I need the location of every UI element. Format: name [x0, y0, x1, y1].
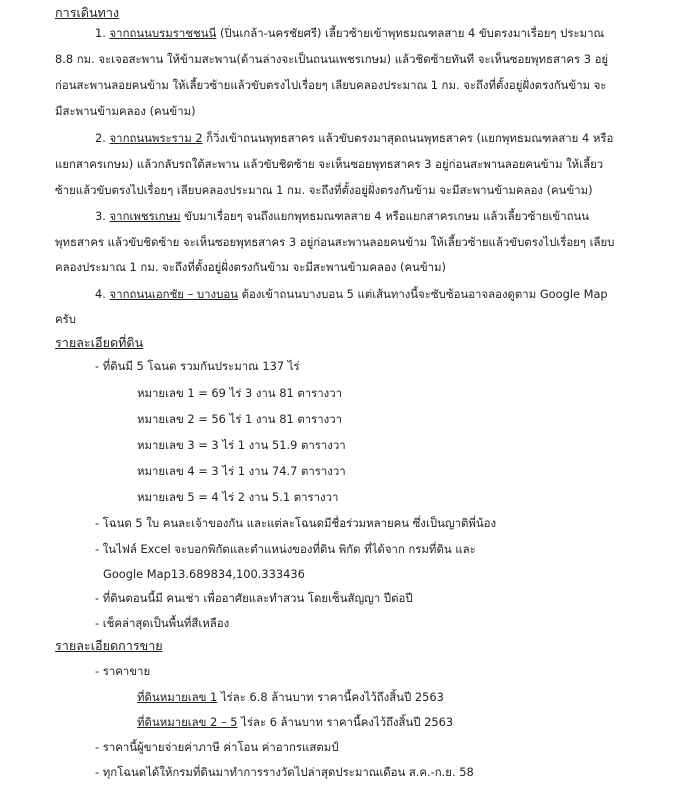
sale-bullet-fees: - ราคานี้ผู้ขายจ่ายค่าภาษี ค่าโอน ค่าอากรแสตมป์ — [95, 740, 339, 754]
sale-bullet-survey: - ทุกโฉนดได้ให้กรมที่ดินมาทำการรางวัดไปล่าสุดประมาณเดือน ส.ค.-ก.ย. 58 — [95, 765, 474, 779]
route-1-number: 1. — [95, 26, 106, 40]
sale-plot-1-text: ไร่ละ 6.8 ล้านบาท ราคานี้คงไว้ถึงสิ้นปี 2563 — [220, 690, 444, 704]
sale-plot-2-5-title: ที่ดินหมายเลข 2 – 5 — [137, 715, 238, 729]
route-2-line-1 — [95, 130, 613, 146]
route-2-title: จากถนนพระราม 2 — [109, 131, 203, 145]
land-bullet-deeds: - โฉนด 5 ใบ คนละเจ้าของกัน และแต่ละโฉนดมีชื่อร่วมหลายคน ซึ่งเป็นญาติพี่น้อง — [95, 516, 497, 530]
land-plot-4: หมายเลข 4 = 3 ไร่ 1 งาน 74.7 ตารางวา — [137, 464, 346, 478]
heading-travel: การเดินทาง — [55, 5, 120, 20]
land-plot-1: หมายเลข 1 = 69 ไร่ 3 งาน 81 ตารางวา — [137, 386, 342, 400]
sale-price-plot-2-5 — [137, 714, 453, 730]
route-3-title: จากเพชรเกษม — [109, 209, 181, 223]
land-plot-2: หมายเลข 2 = 56 ไร่ 1 งาน 81 ตารางวา — [137, 412, 342, 426]
route-2-text-1: ก็วิ่งเข้าถนนพุทธสาคร แล้วขับตรงมาสุดถนนพุทธสาคร (แยกพุทธมณฑลสาย 4 หรือ — [206, 131, 614, 145]
route-1-line-3: ก่อนสะพานลอยคนข้าม ให้เลี้ยวซ้ายแล้วขับตรงไปเรื่อยๆ เลียบคลองประมาณ 1 กม. จะถึงที่ตั้งอยู่ฝั่งตรงกันข้าม จะ — [55, 78, 607, 92]
sale-price-label: - ราคาขาย — [95, 664, 151, 678]
route-4-line-1 — [95, 286, 608, 302]
route-1-title: จากถนนบรมราชชนนี — [109, 26, 217, 40]
route-4-text-1: ต้องเข้าถนนบางบอน 5 แต่เส้นทางนี้จะซับซ้อนอาจลองดูตาม Google Map — [241, 287, 608, 301]
route-2-line-3: ซ้ายแล้วขับตรงไปเรื่อยๆ เลียบคลองประมาณ 1 กม. จะถึงที่ตั้งอยู่ฝั่งตรงกันข้าม จะมีสะพานข้ามคลอง (คนข้าม) — [55, 183, 593, 197]
land-plot-3: หมายเลข 3 = 3 ไร่ 1 งาน 51.9 ตารางวา — [137, 438, 346, 452]
sale-plot-2-5-text: ไร่ละ 6 ล้านบาท ราคานี้คงไว้ถึงสิ้นปี 2563 — [241, 715, 454, 729]
route-4-title: จากถนนเอกชัย – บางบอน — [109, 287, 238, 301]
route-1-line-1 — [95, 25, 604, 41]
route-1-text-1: (ปิ่นเกล้า-นครชัยศรี) เลี้ยวซ้ายเข้าพุทธมณฑลสาย 4 ขับตรงมาเรื่อยๆ ประมาณ — [219, 26, 605, 40]
land-summary: - ที่ดินมี 5 โฉนด รวมกันประมาณ 137 ไร่ — [95, 359, 300, 373]
land-plot-5: หมายเลข 5 = 4 ไร่ 2 งาน 5.1 ตารางวา — [137, 490, 339, 504]
route-3-line-3: คลองประมาณ 1 กม. จะถึงที่ตั้งอยู่ฝั่งตรงกันข้าม จะมีสะพานข้ามคลอง (คนข้าม) — [55, 260, 446, 274]
sale-plot-1-title: ที่ดินหมายเลข 1 — [137, 690, 218, 704]
land-bullet-tenants: - ที่ดินตอนนี้มี คนเช่า เพื่ออาศัยและทำสวน โดยเซ็นสัญญา ปีต่อปี — [95, 591, 413, 605]
land-google-map-coords: Google Map13.689834,100.333436 — [103, 567, 305, 581]
route-3-line-2: พุทธสาคร แล้วขับชิดซ้าย จะเห็นซอยพุทธสาคร 3 อยู่ก่อนสะพานลอยคนข้าม ให้เลี้ยวซ้ายแล้วขับตรงไปเรื่อยๆ เลียบ — [55, 235, 615, 249]
heading-land: รายละเอียดที่ดิน — [55, 335, 144, 350]
land-bullet-zone: - เช็คล่าสุดเป็นพื้นที่สีเหลือง — [95, 616, 230, 630]
land-bullet-excel: - ในไฟล์ Excel จะบอกพิกัดและตำแหน่งของที่ดิน พิกัด ที่ได้จาก กรมที่ดิน และ — [95, 542, 476, 556]
route-3-line-1 — [95, 208, 589, 224]
route-3-text-1: ขับมาเรื่อยๆ จนถึงแยกพุทธมณฑลสาย 4 หรือแยกสาครเกษม แล้วเลี้ยวซ้ายเข้าถนน — [184, 209, 590, 223]
route-1-line-2: 8.8 กม. จะเจอสะพาน ให้ข้ามสะพาน(ด้านล่างจะเป็นถนนเพชรเกษม) แล้วชิดซ้ายทันที จะเห็นซอยพุทธสาคร 3 อยู่ — [55, 52, 609, 66]
route-4-line-2: ครับ — [55, 312, 76, 326]
route-1-line-4: มีสะพานข้ามคลอง (คนข้าม) — [55, 104, 196, 118]
sale-price-plot-1 — [137, 689, 444, 705]
route-2-line-2: แยกสาครเกษม) แล้วกลับรถใต้สะพาน แล้วขับชิดซ้าย จะเห็นซอยพุทธสาคร 3 อยู่ก่อนสะพานลอยคนข้าม ให้เลี้ยว — [55, 157, 604, 171]
route-2-number: 2. — [95, 131, 106, 145]
route-4-number: 4. — [95, 287, 106, 301]
route-3-number: 3. — [95, 209, 106, 223]
heading-sale: รายละเอียดการขาย — [55, 638, 163, 653]
